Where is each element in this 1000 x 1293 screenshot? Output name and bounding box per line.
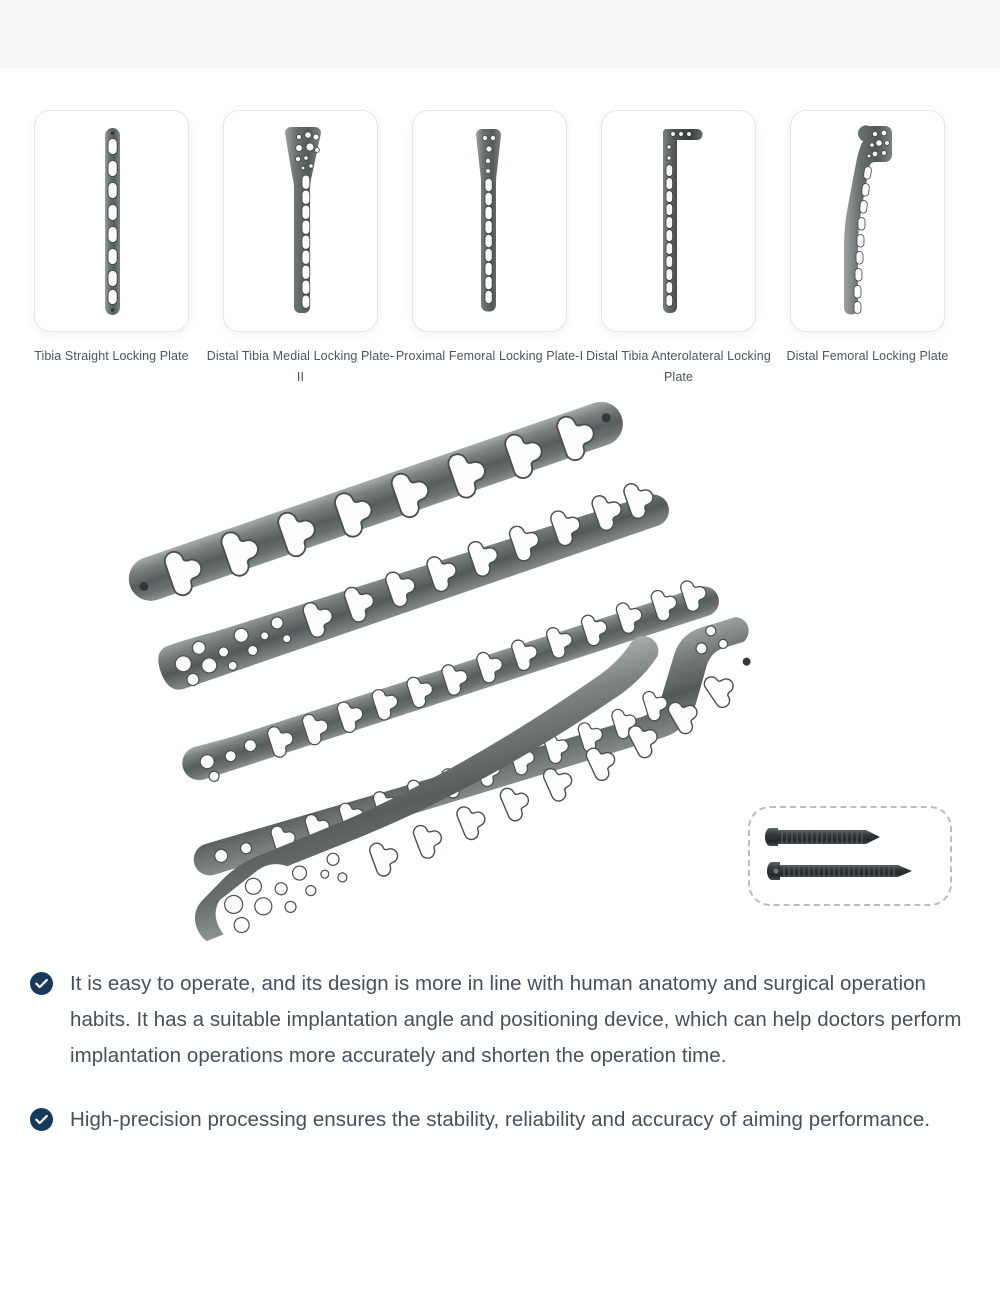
thumbnail-card[interactable] bbox=[412, 110, 567, 332]
top-band bbox=[0, 0, 1000, 68]
feature-list bbox=[30, 966, 970, 1138]
feature-text: It is easy to operate, and its design is more in line with human anatomy and surgical operation habits. It has a suitable implantation angle and positioning device, which can help doctors perform implantation operations more accurately and shorten the operation time. bbox=[70, 972, 962, 1067]
screw-bottom bbox=[767, 862, 912, 880]
thumbnail-card[interactable] bbox=[34, 110, 189, 332]
thumbnail-caption: Proximal Femoral Locking Plate-I bbox=[395, 349, 584, 363]
screws-illustration bbox=[750, 808, 950, 904]
distal-femoral-locking-plate-image bbox=[831, 118, 905, 324]
distal-tibia-anterolateral-locking-plate-image bbox=[643, 119, 715, 323]
plate-1 bbox=[123, 396, 630, 611]
tibia-straight-locking-plate-image bbox=[82, 124, 142, 319]
thumbnail-item-distal-tibia-medial[interactable] bbox=[206, 110, 395, 388]
feature-item bbox=[30, 966, 970, 1074]
thumbnail-caption: Distal Femoral Locking Plate bbox=[786, 349, 949, 363]
thumbnail-caption: Tibia Straight Locking Plate bbox=[34, 349, 189, 363]
thumbnail-item-distal-tibia-anterolateral[interactable] bbox=[586, 110, 771, 388]
thumbnail-item-proximal-femoral[interactable] bbox=[395, 110, 584, 367]
thumbnail-item-tibia-straight[interactable] bbox=[34, 110, 189, 367]
thumbnail-caption: Distal Tibia Medial Locking Plate-II bbox=[206, 349, 395, 384]
proximal-femoral-locking-plate-i-image bbox=[458, 121, 522, 321]
thumbnail-card[interactable] bbox=[601, 110, 756, 332]
thumbnail-item-distal-femoral[interactable] bbox=[786, 110, 949, 367]
check-circle-icon bbox=[30, 972, 53, 995]
locking-screws-inset bbox=[748, 806, 952, 906]
check-circle-icon bbox=[30, 1108, 53, 1131]
thumbnail-card[interactable] bbox=[790, 110, 945, 332]
feature-item bbox=[30, 1102, 970, 1138]
feature-text: High-precision processing ensures the stability, reliability and accuracy of aiming performance. bbox=[70, 1108, 931, 1131]
screw-top bbox=[765, 828, 880, 846]
distal-tibia-medial-locking-plate-ii-image bbox=[266, 121, 336, 321]
thumbnail-caption: Distal Tibia Anterolateral Locking Plate bbox=[586, 349, 771, 384]
product-thumbnail-strip bbox=[34, 110, 974, 388]
thumbnail-card[interactable] bbox=[223, 110, 378, 332]
